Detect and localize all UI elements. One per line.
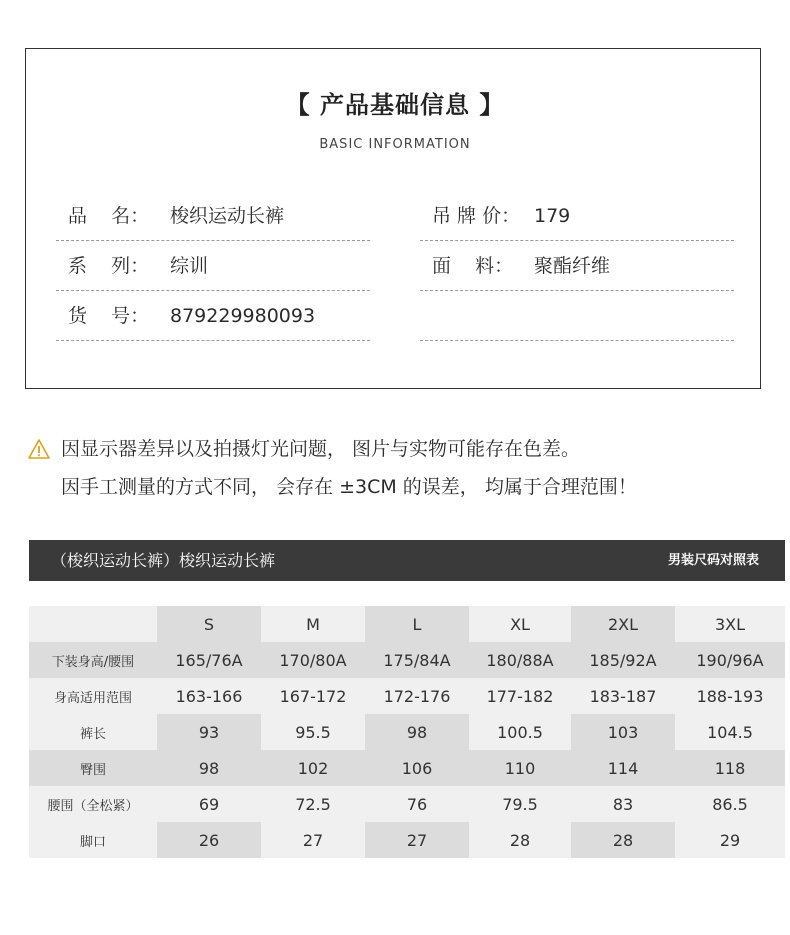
table-row bbox=[29, 786, 785, 822]
table-cell: 190/96A bbox=[675, 642, 785, 678]
table-cell: 183-187 bbox=[571, 678, 675, 714]
table-cell: 185/92A bbox=[571, 642, 675, 678]
field-label: 系 列： bbox=[68, 255, 150, 277]
row-label: 腰围（全松紧） bbox=[29, 786, 157, 822]
table-cell: 95.5 bbox=[261, 714, 365, 750]
table-cell: 180/88A bbox=[469, 642, 571, 678]
table-cell: 170/80A bbox=[261, 642, 365, 678]
table-cell: 172-176 bbox=[365, 678, 469, 714]
field-value: 聚酯纤维 bbox=[534, 255, 611, 277]
field-fabric bbox=[420, 241, 734, 291]
table-cell: 29 bbox=[675, 822, 785, 858]
table-cell: 103 bbox=[571, 714, 675, 750]
row-label: 臀围 bbox=[29, 750, 157, 786]
size-header: 2XL bbox=[571, 606, 675, 642]
row-label: 脚口 bbox=[29, 822, 157, 858]
table-cell: 100.5 bbox=[469, 714, 571, 750]
table-cell: 104.5 bbox=[675, 714, 785, 750]
field-label: 面 料： bbox=[432, 255, 514, 277]
size-header: 3XL bbox=[675, 606, 785, 642]
field-label: 品 名： bbox=[68, 205, 150, 227]
table-cell: 69 bbox=[157, 786, 261, 822]
size-table bbox=[29, 606, 785, 858]
size-chart-label: 男装尺码对照表 bbox=[667, 553, 759, 568]
field-tag-price bbox=[420, 191, 734, 241]
table-corner-cell bbox=[29, 606, 157, 642]
table-cell: 27 bbox=[365, 822, 469, 858]
table-cell: 114 bbox=[571, 750, 675, 786]
table-row bbox=[29, 822, 785, 858]
size-table-header bbox=[29, 540, 785, 581]
table-cell: 28 bbox=[469, 822, 571, 858]
table-cell: 76 bbox=[365, 786, 469, 822]
table-cell: 167-172 bbox=[261, 678, 365, 714]
table-cell: 165/76A bbox=[157, 642, 261, 678]
table-cell: 98 bbox=[157, 750, 261, 786]
size-header: M bbox=[261, 606, 365, 642]
field-value: 879229980093 bbox=[170, 305, 316, 327]
table-cell: 175/84A bbox=[365, 642, 469, 678]
table-cell: 86.5 bbox=[675, 786, 785, 822]
table-cell: 163-166 bbox=[157, 678, 261, 714]
field-value: 综训 bbox=[170, 255, 209, 277]
table-cell: 177-182 bbox=[469, 678, 571, 714]
row-label: 裤长 bbox=[29, 714, 157, 750]
table-cell: 102 bbox=[261, 750, 365, 786]
table-cell: 188-193 bbox=[675, 678, 785, 714]
table-cell: 93 bbox=[157, 714, 261, 750]
field-item-number bbox=[56, 291, 370, 341]
table-row bbox=[29, 642, 785, 678]
table-row bbox=[29, 678, 785, 714]
table-cell: 28 bbox=[571, 822, 675, 858]
info-title: 【 产品基础信息 】 bbox=[285, 91, 505, 119]
table-cell: 110 bbox=[469, 750, 571, 786]
table-cell: 72.5 bbox=[261, 786, 365, 822]
notice-text: 因显示器差异以及拍摄灯光问题， 图片与实物可能存在色差。 bbox=[61, 438, 581, 460]
field-value: 179 bbox=[534, 205, 571, 227]
size-header: L bbox=[365, 606, 469, 642]
table-cell: 26 bbox=[157, 822, 261, 858]
size-header: XL bbox=[469, 606, 571, 642]
info-subtitle: BASIC INFORMATION bbox=[319, 137, 471, 152]
size-header: S bbox=[157, 606, 261, 642]
field-label: 货 号： bbox=[68, 305, 150, 327]
table-row bbox=[29, 714, 785, 750]
size-table-title: （梭织运动长裤）梭织运动长裤 bbox=[51, 551, 276, 570]
table-cell: 83 bbox=[571, 786, 675, 822]
field-product-name bbox=[56, 191, 370, 241]
table-cell: 27 bbox=[261, 822, 365, 858]
field-empty bbox=[420, 291, 734, 341]
table-cell: 106 bbox=[365, 750, 469, 786]
field-value: 梭织运动长裤 bbox=[170, 205, 285, 227]
row-label: 身高适用范围 bbox=[29, 678, 157, 714]
table-cell: 98 bbox=[365, 714, 469, 750]
warning-triangle-icon bbox=[28, 438, 50, 460]
field-label: 吊 牌 价： bbox=[432, 205, 521, 227]
table-cell: 79.5 bbox=[469, 786, 571, 822]
table-row bbox=[29, 606, 785, 642]
field-series bbox=[56, 241, 370, 291]
notice-text: 因手工测量的方式不同， 会存在 ±3CM 的误差， 均属于合理范围！ bbox=[61, 476, 637, 498]
table-cell: 118 bbox=[675, 750, 785, 786]
table-row bbox=[29, 750, 785, 786]
row-label: 下装身高/腰围 bbox=[29, 642, 157, 678]
